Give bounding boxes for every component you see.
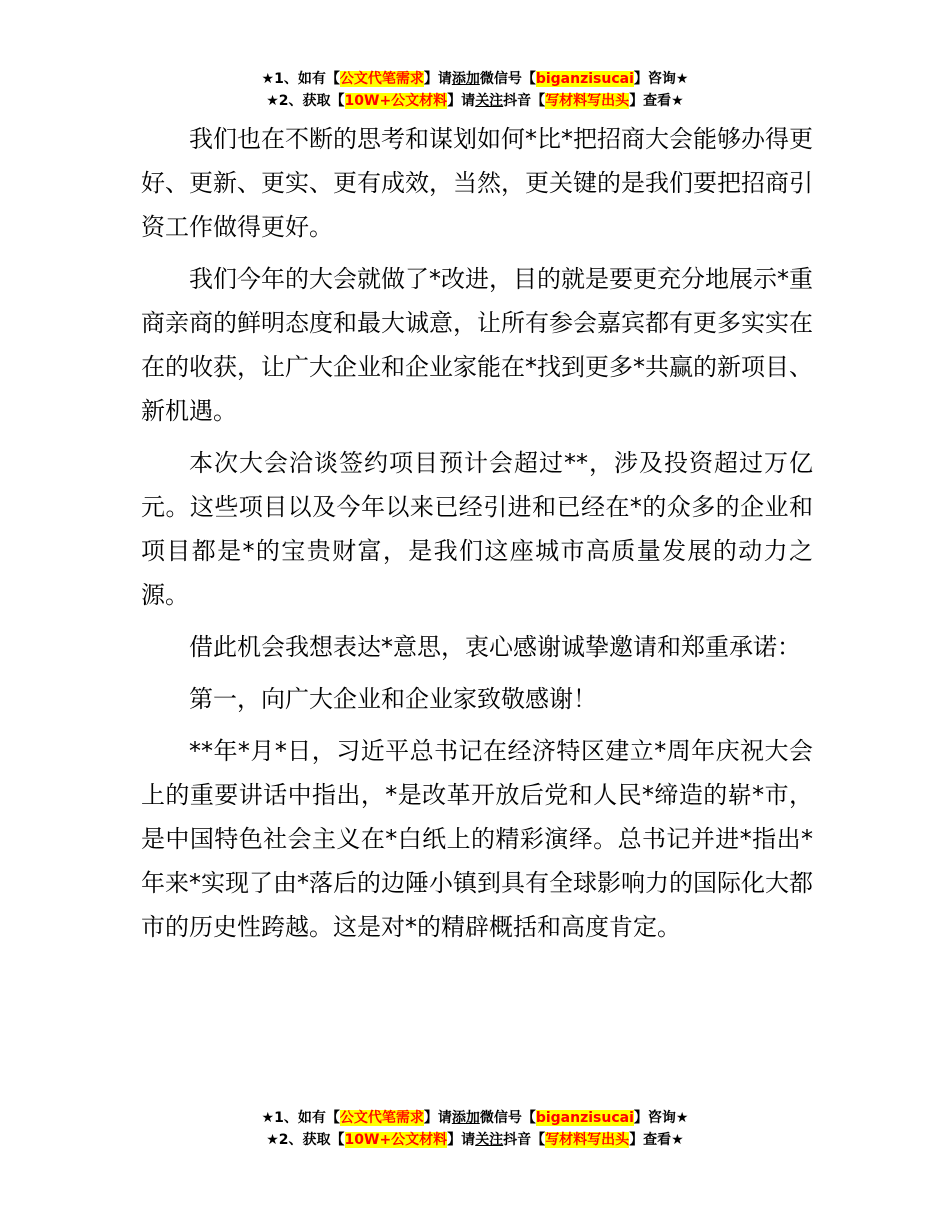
- banner-text: ★2、获取【: [266, 93, 345, 109]
- banner-text: ★1、如有【: [261, 1110, 340, 1126]
- banner-highlight: 公文代笔需求: [339, 71, 424, 87]
- banner-underline: 关注: [475, 1132, 504, 1148]
- paragraph: 本次大会洽谈签约项目预计会超过**，涉及投资超过万亿元。这些项目以及今年以来已经引进和已经在*的众多的企业和项目都是*的宝贵财富，是我们这座城市高质量发展的动力之源。: [141, 449, 813, 609]
- banner-text: 】查看★: [629, 1132, 684, 1148]
- banner-text: 】请: [447, 93, 476, 109]
- banner-text: 微信号【: [479, 1110, 536, 1126]
- banner-text: 】咨询★: [633, 1110, 689, 1126]
- banner-text: 】咨询★: [633, 71, 689, 87]
- banner-highlight: biganzisucai: [535, 71, 634, 87]
- banner-underline: 关注: [475, 93, 504, 109]
- footer-banner: [0, 1107, 950, 1151]
- banner-text: 】请: [423, 71, 452, 87]
- banner-text: 微信号【: [479, 71, 536, 87]
- banner-line-2: [0, 1129, 950, 1151]
- paragraph: 我们今年的大会就做了*改进，目的就是要更充分地展示*重商亲商的鲜明态度和最大诚意，让所有参会嘉宾都有更多实实在在的收获，让广大企业和企业家能在*找到更多*共赢的新项目、新机遇。: [141, 265, 813, 425]
- banner-text: 】查看★: [629, 93, 684, 109]
- banner-line-1: [0, 1107, 950, 1129]
- banner-text: ★1、如有【: [261, 71, 340, 87]
- paragraph: 第一，向广大企业和企业家致敬感谢！: [189, 685, 597, 713]
- banner-text: 抖音【: [503, 93, 546, 109]
- banner-highlight: 写材料写出头: [545, 1132, 630, 1148]
- banner-highlight: 公文代笔需求: [339, 1110, 424, 1126]
- banner-text: ★2、获取【: [266, 1132, 345, 1148]
- banner-highlight: 写材料写出头: [545, 93, 630, 109]
- banner-text: 】请: [423, 1110, 452, 1126]
- banner-line-1: [0, 68, 950, 90]
- banner-highlight: 10W+公文材料: [344, 93, 448, 109]
- paragraph: 借此机会我想表达*意思，衷心感谢诚挚邀请和郑重承诺：: [189, 633, 801, 661]
- document-body: [141, 117, 813, 957]
- banner-text: 】请: [447, 1132, 476, 1148]
- paragraph: 我们也在不断的思考和谋划如何*比*把招商大会能够办得更好、更新、更实、更有成效，当然，更关键的是我们要把招商引资工作做得更好。: [141, 125, 813, 241]
- banner-highlight: biganzisucai: [535, 1110, 634, 1126]
- banner-line-2: [0, 90, 950, 112]
- banner-highlight: 10W+公文材料: [344, 1132, 448, 1148]
- banner-underline: 添加: [451, 71, 480, 87]
- header-banner: [0, 68, 950, 112]
- banner-text: 抖音【: [503, 1132, 546, 1148]
- paragraph: **年*月*日，习近平总书记在经济特区建立*周年庆祝大会上的重要讲话中指出，*是改革开放后党和人民*缔造的崭*市，是中国特色社会主义在*白纸上的精彩演绎。总书记并进*指出*年来*实现了由*落后的边陲小镇到具有全球影响力的国际化大都市的历史性跨越。这是对*的精辟概括和高度肯定。: [141, 737, 813, 941]
- banner-underline: 添加: [451, 1110, 480, 1126]
